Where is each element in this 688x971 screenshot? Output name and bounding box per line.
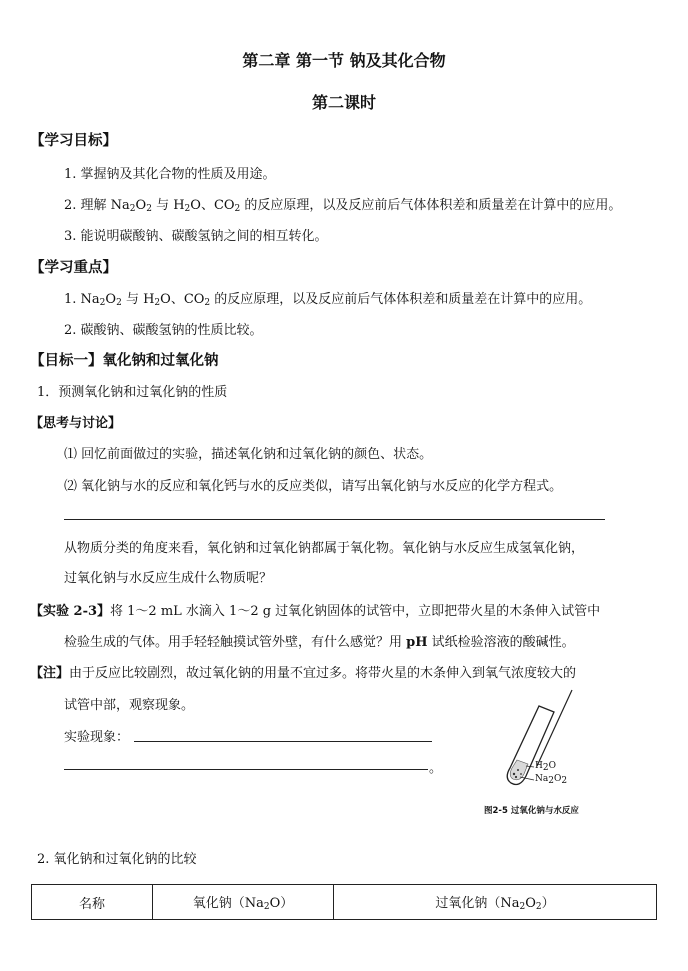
observation-period: 。 [429, 761, 443, 776]
discuss-heading: 【思考与讨论】 [30, 416, 122, 431]
note-line-1: 【注】由于反应比较剧烈，故过氧化钠的用量不宜过多。将带火星的木条伸入到氧气浓度较大的 [30, 666, 577, 681]
paragraph-line-1: 从物质分类的角度来看，氧化钠和过氧化钠都属于氧化物。氧化钠与水反应生成氢氧化钠， [64, 541, 585, 556]
target1-sub1: 1．预测氧化钠和过氧化钠的性质 [37, 385, 228, 400]
figure-label-water: $H_2O$ [535, 761, 556, 773]
question-1: ⑴ 回忆前面做过的实验，描述氧化钠和过氧化钠的颜色、状态。 [64, 447, 433, 462]
observation-line-1[interactable] [134, 741, 432, 742]
focus-item-2: 2. 碳酸钠、碳酸氢钠的性质比较。 [64, 323, 263, 338]
table-header-sodium-oxide: 氧化钠$(Na_2O)$ [153, 885, 334, 920]
observation-label: 实验现象： [64, 730, 130, 745]
focus-item-1: 1. $Na_2O_2$ 与 $H_2O$、$CO_2$ 的反应原理，以及反应前后气体体积差和质量差在计算中的应用。 [64, 292, 592, 308]
target1-heading: 【目标一】氧化钠和过氧化钠 [30, 353, 219, 369]
experiment-tag: 【实验 2-3】 [30, 604, 111, 619]
answer-line-1[interactable] [64, 519, 605, 520]
question-2: ⑵ 氧化钠与水的反应和氧化钙与水的反应类似，请写出氧化钠与水反应的化学方程式。 [64, 479, 563, 494]
figure-caption: 图2-5 过氧化钠与水反应 [484, 806, 579, 816]
note-line-2: 试管中部，观察现象。 [64, 698, 195, 713]
experiment-line-1: 【实验 2-3】将 1～2 mL 水滴入 1～2 g 过氧化钠固体的试管中，立即把带火星的木条伸入试管中 [30, 604, 601, 619]
paragraph-line-2: 过氧化钠与水反应生成什么物质呢？ [64, 571, 273, 586]
table-row [32, 885, 657, 920]
page-subtitle: 第二课时 [311, 93, 376, 112]
goals-heading: 【学习目标】 [30, 133, 117, 149]
page-title: 第二章 第一节 钠及其化合物 [242, 51, 446, 70]
table-header-name: 名称 [32, 885, 153, 920]
figure-label-sodium-peroxide: $Na_2O_2$ [535, 774, 568, 786]
comparison-table [31, 884, 657, 920]
note-tag: 【注】 [30, 666, 70, 681]
goal-item-3: 3. 能说明碳酸钠、碳酸氢钠之间的相互转化。 [64, 229, 328, 244]
target1-sub2: 2. 氧化钠和过氧化钠的比较 [37, 852, 197, 867]
goal-item-2: 2. 理解 $Na_2O_2$ 与 $H_2O$、$CO_2$ 的反应原理，以及反应前后气体体积差和质量差在计算中的应用。 [64, 198, 622, 214]
experiment-line-2: 检验生成的气体。用手轻轻触摸试管外壁，有什么感觉？用 pH 试纸检验溶液的酸碱性。 [64, 635, 575, 650]
goal-item-1: 1. 掌握钠及其化合物的性质及用途。 [64, 167, 276, 182]
table-header-sodium-peroxide: 过氧化钠$(Na_2O_2)$ [334, 885, 657, 920]
focus-heading: 【学习重点】 [30, 260, 117, 276]
observation-line-2[interactable] [64, 769, 428, 770]
